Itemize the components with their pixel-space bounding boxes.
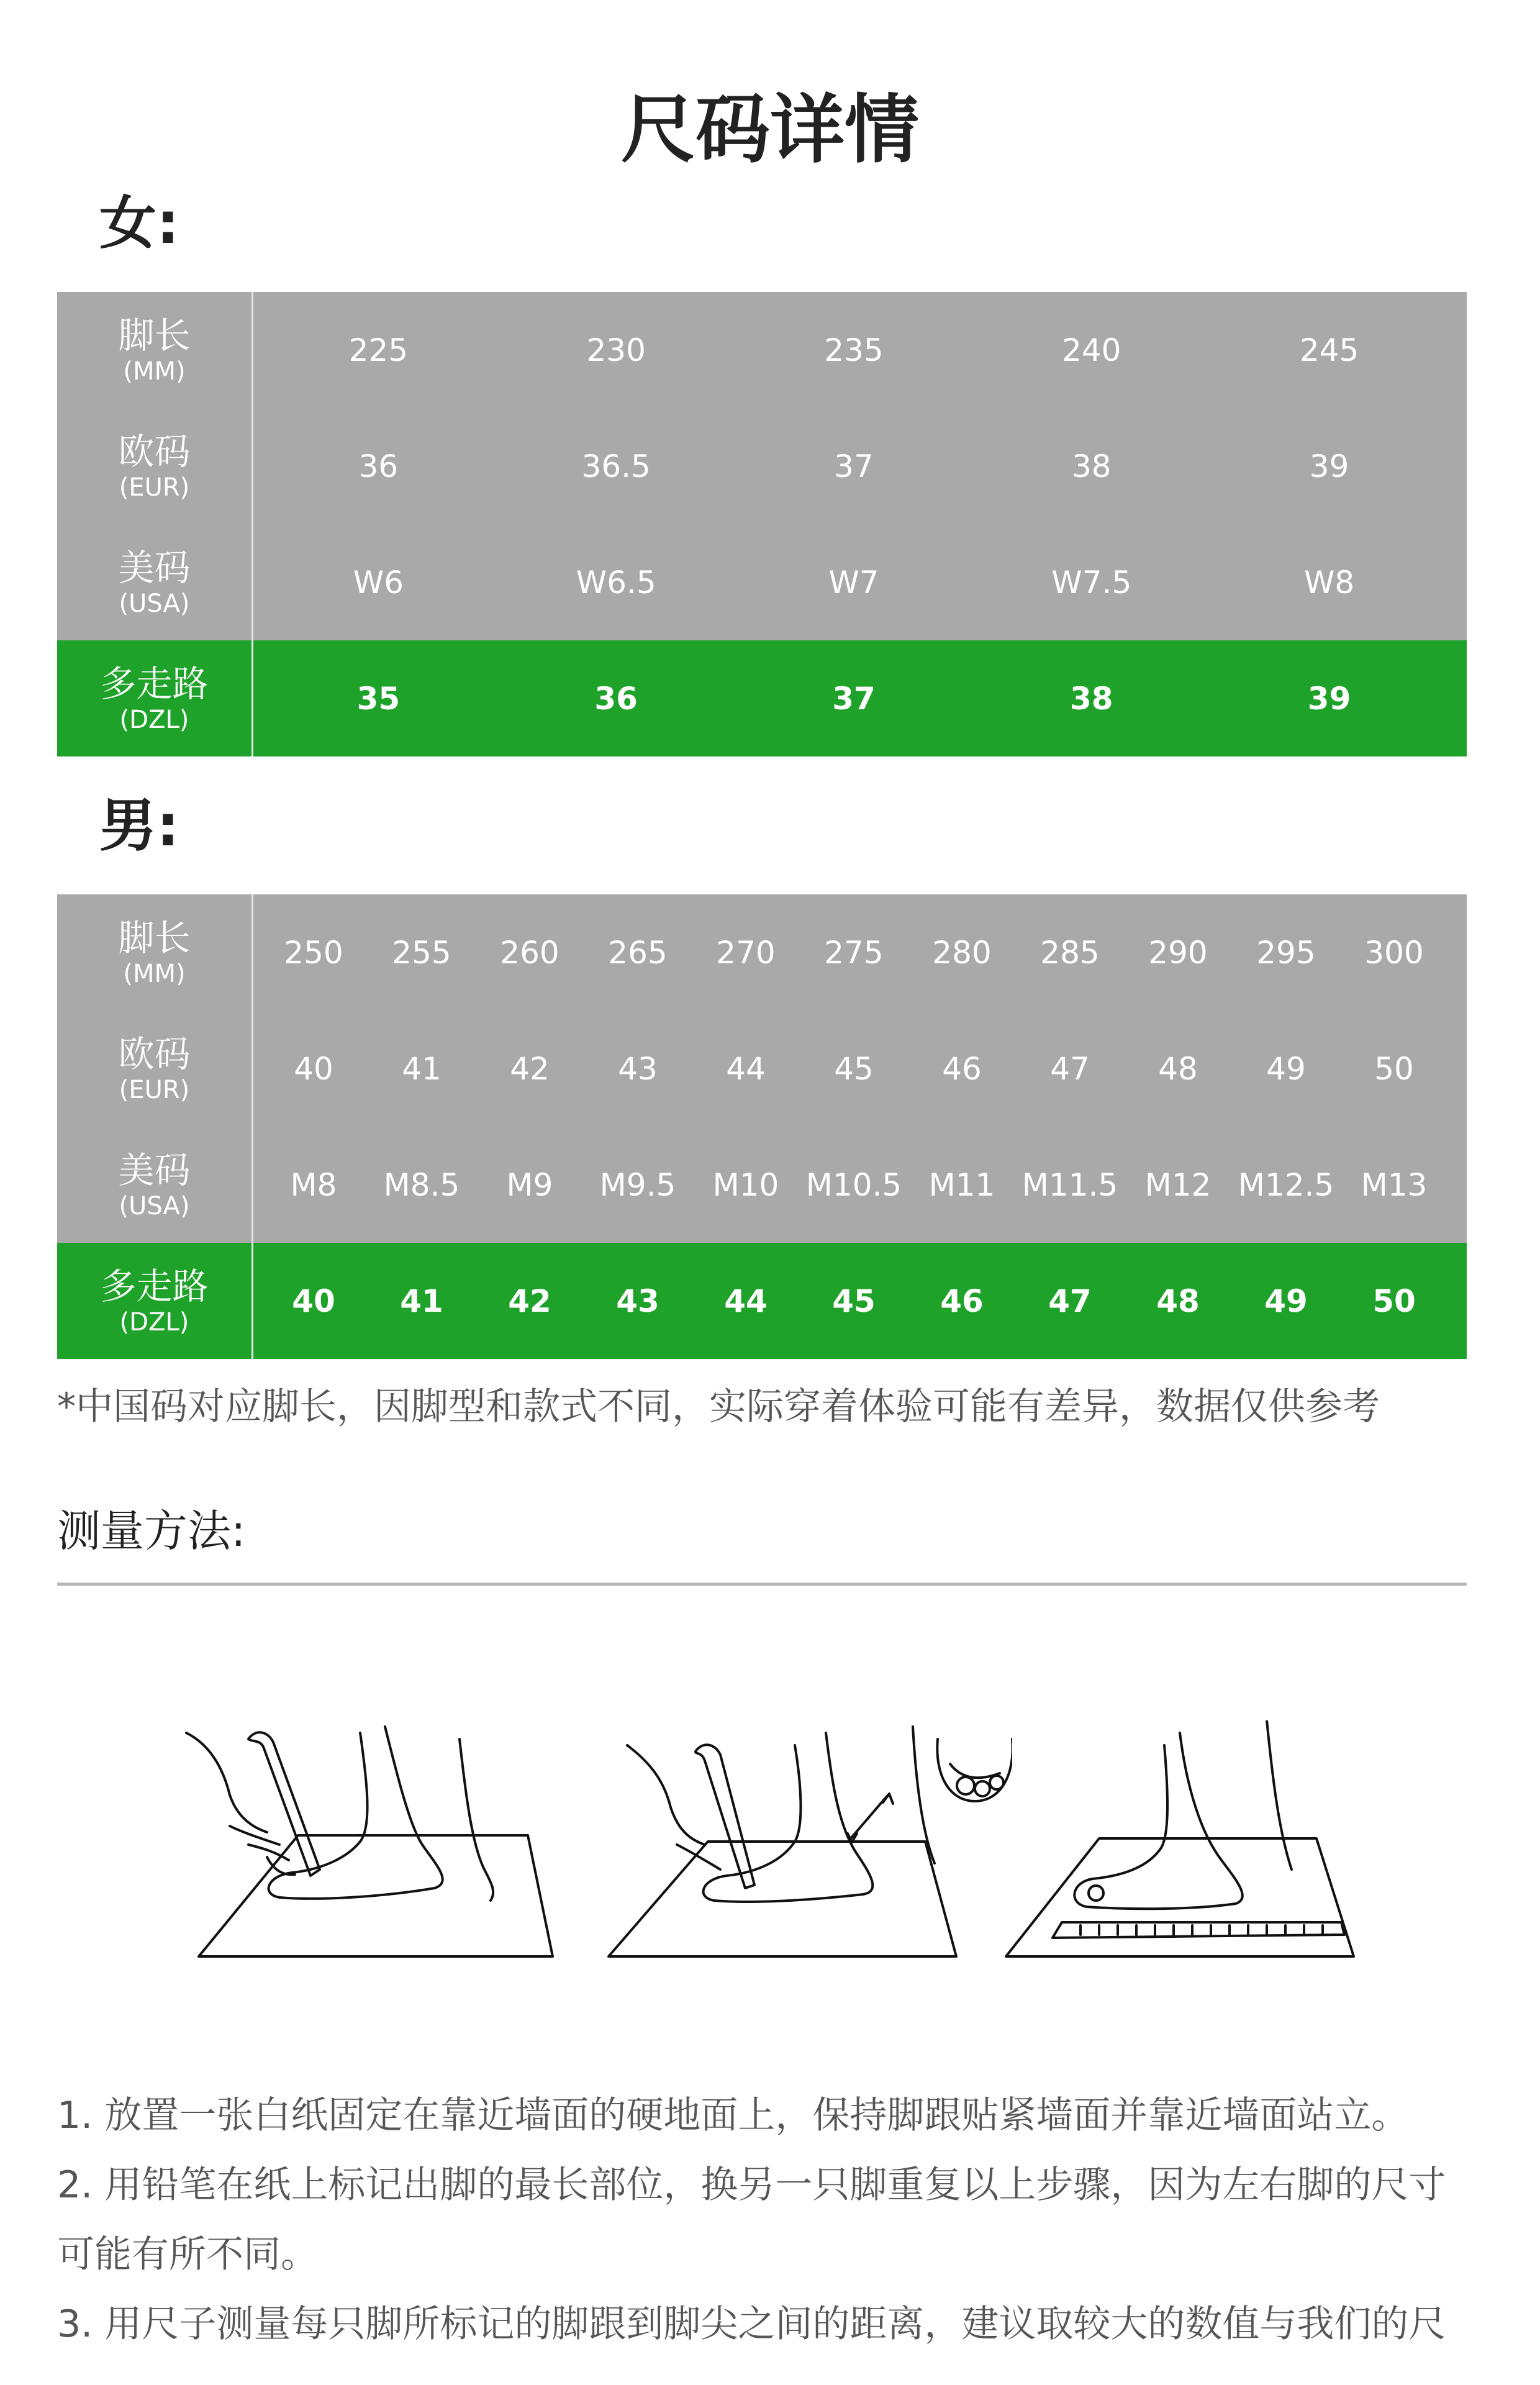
method-step-2: 2. 用铅笔在纸上标记出脚的最长部位，换另一只脚重复以上步骤，因为左右脚的尺寸 bbox=[57, 2163, 1446, 2207]
method-step-1: 1. 放置一张白纸固定在靠近墙面的硬地面上，保持脚跟贴紧墙面并靠近墙面站立。 bbox=[57, 2094, 1409, 2137]
row-label bbox=[57, 524, 253, 640]
women-row-eur bbox=[57, 408, 1467, 524]
size-cell: M11.5 bbox=[1021, 1166, 1118, 1203]
size-cell: 40 bbox=[292, 1283, 335, 1319]
row-label-en: (MM) bbox=[123, 959, 186, 988]
size-cell: 295 bbox=[1256, 934, 1316, 971]
row-label-en: (EUR) bbox=[119, 473, 190, 502]
size-cell: 41 bbox=[400, 1283, 443, 1319]
row-label-cn: 欧码 bbox=[118, 430, 191, 473]
men-section-label: 男: bbox=[99, 793, 179, 859]
size-cell: 225 bbox=[348, 332, 409, 368]
size-cell: 46 bbox=[940, 1283, 984, 1319]
row-label bbox=[57, 640, 253, 756]
size-cell: M9 bbox=[506, 1166, 553, 1203]
size-cell: 37 bbox=[832, 680, 876, 717]
size-cell: 47 bbox=[1050, 1050, 1090, 1087]
size-cell: 300 bbox=[1364, 934, 1424, 971]
size-cell: 48 bbox=[1158, 1050, 1198, 1087]
row-label-cn: 脚长 bbox=[118, 916, 191, 959]
size-cell: M11 bbox=[928, 1166, 995, 1203]
size-cell: M10.5 bbox=[805, 1166, 902, 1203]
row-label bbox=[57, 292, 253, 408]
row-label bbox=[57, 894, 253, 1011]
men-cells-1 bbox=[253, 1011, 1467, 1127]
section-divider bbox=[57, 1583, 1467, 1586]
women-row-foot-length bbox=[57, 292, 1467, 408]
size-cell: 39 bbox=[1307, 680, 1351, 717]
size-cell: 50 bbox=[1374, 1050, 1414, 1087]
size-cell: M13 bbox=[1361, 1166, 1428, 1203]
size-cell: M8 bbox=[290, 1166, 337, 1203]
men-cells-3 bbox=[253, 1243, 1467, 1359]
size-cell: 235 bbox=[824, 332, 884, 368]
size-cell: W6.5 bbox=[576, 564, 656, 601]
row-label-en: (USA) bbox=[119, 589, 190, 618]
size-cell: 43 bbox=[616, 1283, 659, 1319]
size-cell: W7 bbox=[828, 564, 879, 601]
size-cell: 37 bbox=[834, 448, 874, 484]
row-label bbox=[57, 1011, 253, 1127]
size-cell: W6 bbox=[353, 564, 404, 601]
size-cell: 46 bbox=[942, 1050, 982, 1087]
size-cell: 255 bbox=[392, 934, 451, 971]
size-cell: 47 bbox=[1048, 1283, 1092, 1319]
men-row-usa bbox=[57, 1127, 1467, 1243]
size-cell: 290 bbox=[1148, 934, 1208, 971]
size-cell: 38 bbox=[1071, 448, 1112, 484]
size-cell: 36 bbox=[358, 448, 399, 484]
row-label-en: (DZL) bbox=[119, 705, 189, 734]
row-label-en: (DZL) bbox=[119, 1307, 189, 1337]
row-label-cn: 美码 bbox=[118, 1148, 191, 1191]
size-cell: 50 bbox=[1372, 1283, 1416, 1319]
size-cell: 45 bbox=[834, 1050, 874, 1087]
women-cells-2 bbox=[253, 524, 1467, 640]
size-cell: W8 bbox=[1303, 564, 1355, 601]
men-row-eur bbox=[57, 1011, 1467, 1127]
row-label bbox=[57, 1127, 253, 1243]
men-size-table bbox=[57, 894, 1467, 1359]
size-cell: M9.5 bbox=[599, 1166, 676, 1203]
size-cell: M12.5 bbox=[1238, 1166, 1334, 1203]
row-label-cn: 多走路 bbox=[100, 1265, 209, 1307]
measure-method-title: 测量方法: bbox=[57, 1506, 246, 1556]
size-cell: M12 bbox=[1144, 1166, 1212, 1203]
size-cell: 44 bbox=[726, 1050, 766, 1087]
size-cell: 38 bbox=[1069, 680, 1113, 717]
size-cell: 49 bbox=[1264, 1283, 1308, 1319]
size-cell: 285 bbox=[1040, 934, 1100, 971]
size-cell: 43 bbox=[618, 1050, 658, 1087]
row-label bbox=[57, 408, 253, 524]
size-cell: 275 bbox=[824, 934, 884, 971]
women-row-usa bbox=[57, 524, 1467, 640]
men-row-foot-length bbox=[57, 894, 1467, 1011]
row-label-cn: 美码 bbox=[118, 546, 191, 589]
size-cell: 260 bbox=[500, 934, 559, 971]
men-cells-2 bbox=[253, 1127, 1467, 1243]
size-cell: W7.5 bbox=[1051, 564, 1132, 601]
size-cell: 250 bbox=[284, 934, 343, 971]
measure-with-ruler-illustration bbox=[994, 1720, 1366, 1994]
page-title: 尺码详情 bbox=[621, 87, 919, 173]
size-cell: 45 bbox=[832, 1283, 876, 1319]
size-cell: 245 bbox=[1299, 332, 1359, 368]
size-cell: 35 bbox=[356, 680, 401, 717]
size-cell: 230 bbox=[586, 332, 646, 368]
size-cell: 39 bbox=[1309, 448, 1349, 484]
method-step-2-continued: 可能有所不同。 bbox=[57, 2233, 318, 2276]
women-size-table bbox=[57, 292, 1467, 756]
size-cell: 240 bbox=[1062, 332, 1121, 368]
size-cell: 265 bbox=[608, 934, 668, 971]
women-section-label: 女: bbox=[99, 190, 179, 257]
mark-toe-illustration bbox=[602, 1720, 1012, 1994]
men-cells-0 bbox=[253, 894, 1467, 1011]
size-disclaimer-note: *中国码对应脚长，因脚型和款式不同，实际穿着体验可能有差异，数据仅供参考 bbox=[57, 1385, 1380, 1429]
size-cell: 41 bbox=[402, 1050, 442, 1087]
size-cell: 36.5 bbox=[581, 448, 651, 484]
size-cell: 44 bbox=[724, 1283, 768, 1319]
size-cell: 40 bbox=[294, 1050, 333, 1087]
size-cell: 36 bbox=[594, 680, 638, 717]
row-label-en: (USA) bbox=[119, 1191, 190, 1220]
foot-on-paper-illustration bbox=[174, 1720, 571, 1994]
women-cells-1 bbox=[253, 408, 1467, 524]
row-label-cn: 欧码 bbox=[118, 1032, 191, 1075]
size-cell: 48 bbox=[1156, 1283, 1200, 1319]
size-cell: 49 bbox=[1266, 1050, 1306, 1087]
row-label bbox=[57, 1243, 253, 1359]
size-cell: 42 bbox=[508, 1283, 551, 1319]
men-row-dzl bbox=[57, 1243, 1467, 1359]
size-cell: 270 bbox=[716, 934, 776, 971]
row-label-cn: 多走路 bbox=[100, 662, 209, 705]
women-cells-3 bbox=[253, 640, 1467, 756]
size-cell: 280 bbox=[932, 934, 992, 971]
women-cells-0 bbox=[253, 292, 1467, 408]
row-label-cn: 脚长 bbox=[118, 314, 191, 357]
row-label-en: (MM) bbox=[123, 357, 186, 386]
size-cell: 42 bbox=[510, 1050, 550, 1087]
women-row-dzl bbox=[57, 640, 1467, 756]
row-label-en: (EUR) bbox=[119, 1075, 190, 1104]
size-cell: M8.5 bbox=[383, 1166, 460, 1203]
size-cell: M10 bbox=[712, 1166, 779, 1203]
method-step-3: 3. 用尺子测量每只脚所标记的脚跟到脚尖之间的距离，建议取较大的数值与我们的尺 bbox=[57, 2302, 1446, 2346]
